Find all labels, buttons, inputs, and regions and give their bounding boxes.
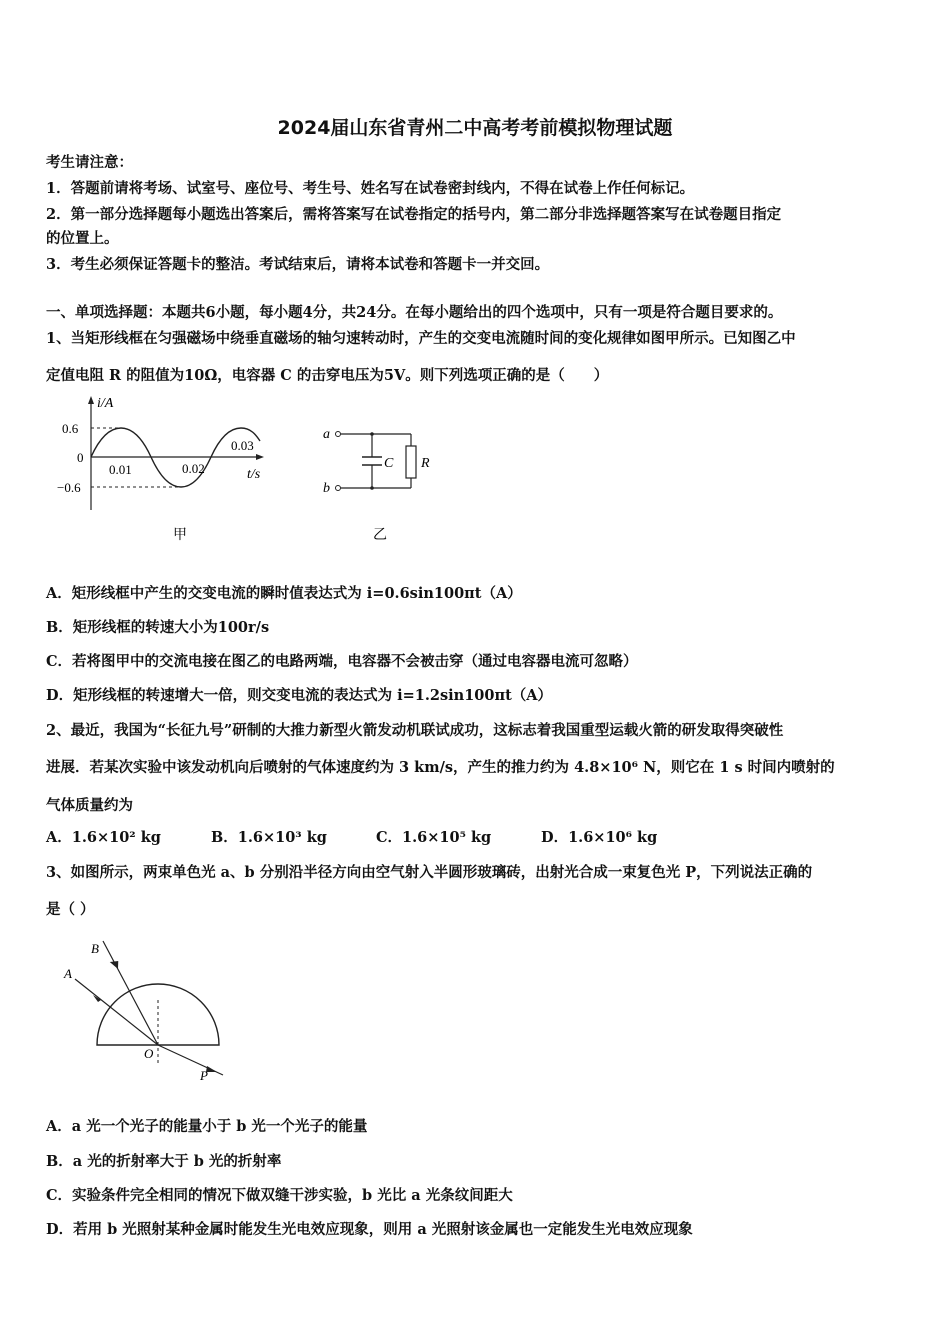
notice-item-2: 2．第一部分选择题每小题选出答案后，需将答案写在试卷指定的括号内，第二部分非选择题答案写在试卷题目指定	[46, 206, 782, 223]
label-b: b	[323, 481, 330, 496]
x-axis-arrow-icon	[256, 454, 264, 460]
y-tick-zero: 0	[77, 450, 84, 465]
figure-jia-caption: 甲	[173, 527, 187, 543]
q2-option-a: A．1.6×10² kg	[46, 829, 161, 846]
notice-item-3: 3．考生必须保证答题卡的整洁。考试结束后，请将本试卷和答题卡一并交回。	[46, 256, 550, 273]
q1-figure-yi	[318, 410, 448, 550]
label-b: B	[91, 941, 99, 956]
x-axis-label: t/s	[247, 467, 261, 482]
resistor-body	[406, 446, 416, 478]
q1-option-b: B．矩形线框的转速大小为100r/s	[46, 619, 270, 636]
q1-option-c: C．若将图甲中的交流电接在图乙的电路两端，电容器不会被击穿（通过电容器电流可忽略）	[46, 653, 638, 670]
q2-option-b: B．1.6×10³ kg	[211, 829, 327, 846]
q2-option-d: D．1.6×10⁶ kg	[541, 829, 658, 846]
label-o: O	[144, 1046, 154, 1061]
y-tick-pos: 0.6	[62, 421, 79, 436]
q2-stem-line3: 气体质量约为	[46, 797, 133, 814]
ray-b-arrow-icon	[110, 958, 122, 971]
q1-figure-jia	[55, 393, 285, 553]
x-tick-2: 0.02	[182, 461, 205, 476]
ray-a	[75, 979, 158, 1045]
q1-stem-line2: 定值电阻 R 的阻值为10Ω，电容器 C 的击穿电压为5V。则下列选项正确的是（ ）	[46, 367, 609, 384]
q1-option-a: A．矩形线框中产生的交变电流的瞬时值表达式为 i=0.6sin100πt（A）	[46, 585, 522, 602]
section-heading: 一、单项选择题：本题共6小题，每小题4分，共24分。在每小题给出的四个选项中，只有一项是符合题目要求的。	[46, 304, 783, 321]
q1-stem-line1: 1、当矩形线框在匀强磁场中绕垂直磁场的轴匀速转动时，产生的交变电流随时间的变化规律如图甲所示。已知图乙中	[46, 330, 796, 347]
label-a: A	[64, 966, 72, 981]
q2-stem-line2: 进展．若某次实验中该发动机向后喷射的气体速度约为 3 km/s，产生的推力约为 4.8×10⁶ N，则它在 1 s 时间内喷射的	[46, 759, 835, 776]
junction-top	[370, 432, 374, 436]
page-title: 2024届山东省青州二中高考考前模拟物理试题	[277, 117, 673, 139]
q2-stem-line1: 2、最近，我国为“长征九号”研制的大推力新型火箭发动机联试成功，这标志着我国重型运载火箭的研发取得突破性	[46, 722, 784, 739]
q3-stem-line1: 3、如图所示，两束单色光 a、b 分别沿半径方向由空气射入半圆形玻璃砖，出射光合成一束复色光 P，下列说法正确的	[46, 864, 813, 881]
y-tick-neg: −0.6	[57, 480, 81, 495]
q1-option-d: D．矩形线框的转速增大一倍，则交变电流的表达式为 i=1.2sin100πt（A）	[46, 687, 553, 704]
q3-figure	[55, 935, 245, 1090]
q3-option-c: C．实验条件完全相同的情况下做双缝干涉实验，b 光比 a 光条纹间距大	[46, 1187, 513, 1204]
terminal-b	[336, 486, 341, 491]
x-tick-1: 0.01	[109, 462, 132, 477]
y-axis-label: i/A	[97, 396, 114, 411]
x-tick-3: 0.03	[231, 438, 254, 453]
notice-item-1: 1．答题前请将考场、试室号、座位号、考生号、姓名写在试卷密封线内，不得在试卷上作任何标记。	[46, 180, 695, 197]
figure-yi-caption: 乙	[373, 527, 387, 543]
y-axis-arrow-icon	[88, 396, 94, 404]
q3-option-b: B．a 光的折射率大于 b 光的折射率	[46, 1153, 282, 1170]
q2-option-c: C．1.6×10⁵ kg	[376, 829, 492, 846]
q3-stem-line2: 是（ ）	[46, 901, 95, 918]
q3-option-a: A．a 光一个光子的能量小于 b 光一个光子的能量	[46, 1118, 368, 1135]
q3-option-d: D．若用 b 光照射某种金属时能发生光电效应现象，则用 a 光照射该金属也一定能发生光电效应现象	[46, 1221, 693, 1238]
ray-b	[103, 941, 158, 1045]
notice-item-2-cont: 的位置上。	[46, 230, 119, 247]
junction-bottom	[370, 486, 374, 490]
label-r: R	[421, 456, 430, 471]
label-p: P	[200, 1068, 208, 1083]
label-c: C	[384, 456, 394, 471]
label-a: a	[323, 427, 330, 442]
notice-heading: 考生请注意：	[46, 154, 133, 171]
terminal-a	[336, 432, 341, 437]
